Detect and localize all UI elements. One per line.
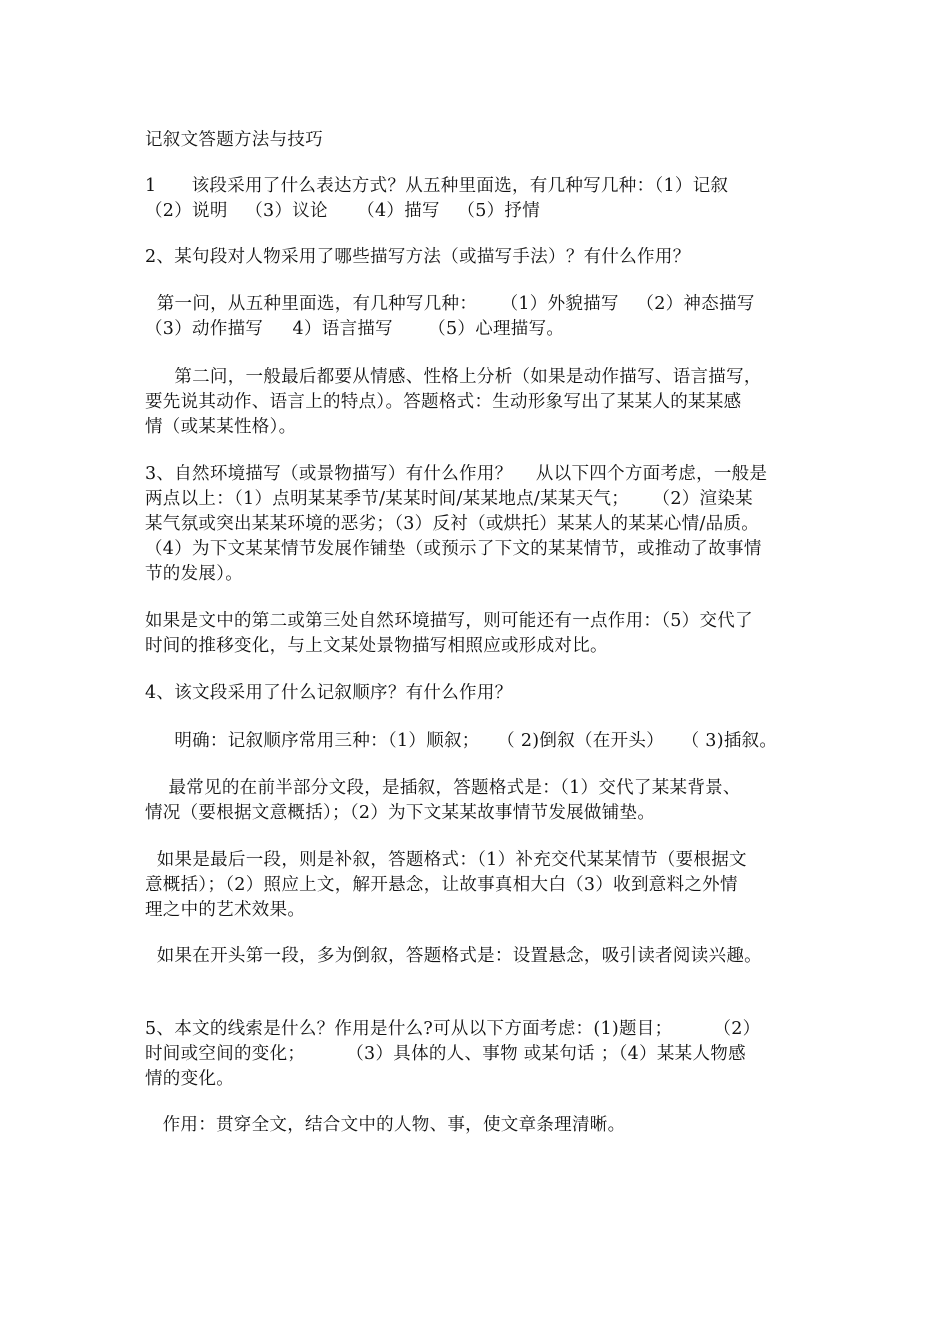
- text-line: 如果在开头第一段，多为倒叙，答题格式是：设置悬念，吸引读者阅读兴趣。: [145, 946, 762, 966]
- text-line: 2、某句段对人物采用了哪些描写方法（或描写手法）？有什么作用？: [145, 247, 691, 267]
- text-line: 情况（要根据文意概括）；（2）为下文某某故事情节发展做铺垫。: [145, 803, 656, 823]
- text-line: 情的变化。: [145, 1069, 234, 1089]
- text-line: （2）说明 （3）议论 （4）描写 （5）抒情: [145, 201, 541, 221]
- text-line: 如果是最后一段，则是补叙，答题格式：（1）补充交代某某情节（要根据文: [145, 850, 747, 870]
- text-line: （3）动作描写 4）语言描写 （5）心理描写。: [145, 319, 565, 339]
- document-title: 记叙文答题方法与技巧: [145, 130, 323, 150]
- text-line: 第一问，从五种里面选，有几种写几种： （1）外貌描写 （2）神态描写: [145, 294, 755, 314]
- text-line: 5、本文的线索是什么？作用是什么?可从以下方面考虑：(1)题目； （2）: [145, 1019, 761, 1039]
- text-line: 理之中的艺术效果。: [145, 900, 306, 920]
- text-line: （4）为下文某某情节发展作铺垫（或预示了下文的某某情节，或推动了故事情: [145, 539, 762, 559]
- text-line: 节的发展）。: [145, 564, 244, 584]
- text-line: 1 该段采用了什么表达方式？从五种里面选，有几种写几种：（1）记叙: [145, 176, 729, 196]
- text-line: 情（或某某性格）。: [145, 417, 297, 437]
- text-line: 要先说其动作、语言上的特点）。答题格式：生动形象写出了某某人的某某感: [145, 392, 742, 412]
- text-line: 3、自然环境描写（或景物描写）有什么作用？ 从以下四个方面考虑，一般是: [145, 464, 768, 484]
- text-line: 作用：贯穿全文，结合文中的人物、事，使文章条理清晰。: [145, 1115, 626, 1135]
- text-line: 时间或空间的变化； （3）具体的人、事物 或某句话 ；（4）某某人物感: [145, 1044, 746, 1064]
- text-line: 明确：记叙顺序常用三种：（1）顺叙； （ 2)倒叙（在开头） （ 3)插叙。: [145, 731, 778, 751]
- text-line: 某气氛或突出某某环境的恶劣；（3）反衬（或烘托）某某人的某某心情/品质。: [145, 514, 760, 534]
- text-line: 时间的推移变化，与上文某处景物描写相照应或形成对比。: [145, 636, 608, 656]
- text-line: 第二问，一般最后都要从情感、性格上分析（如果是动作描写、语言描写，: [145, 367, 762, 387]
- text-line: 如果是文中的第二或第三处自然环境描写，则可能还有一点作用：（5）交代了: [145, 611, 753, 631]
- text-line: 最常见的在前半部分文段，是插叙，答题格式是：（1）交代了某某背景、: [145, 778, 741, 798]
- text-line: 4、该文段采用了什么记叙顺序？有什么作用？: [145, 683, 513, 703]
- text-line: 意概括）；（2）照应上文，解开悬念，让故事真相大白（3）收到意料之外情: [145, 875, 738, 895]
- text-line: 两点以上：（1）点明某某季节/某某时间/某某地点/某某天气； （2）渲染某: [145, 489, 753, 509]
